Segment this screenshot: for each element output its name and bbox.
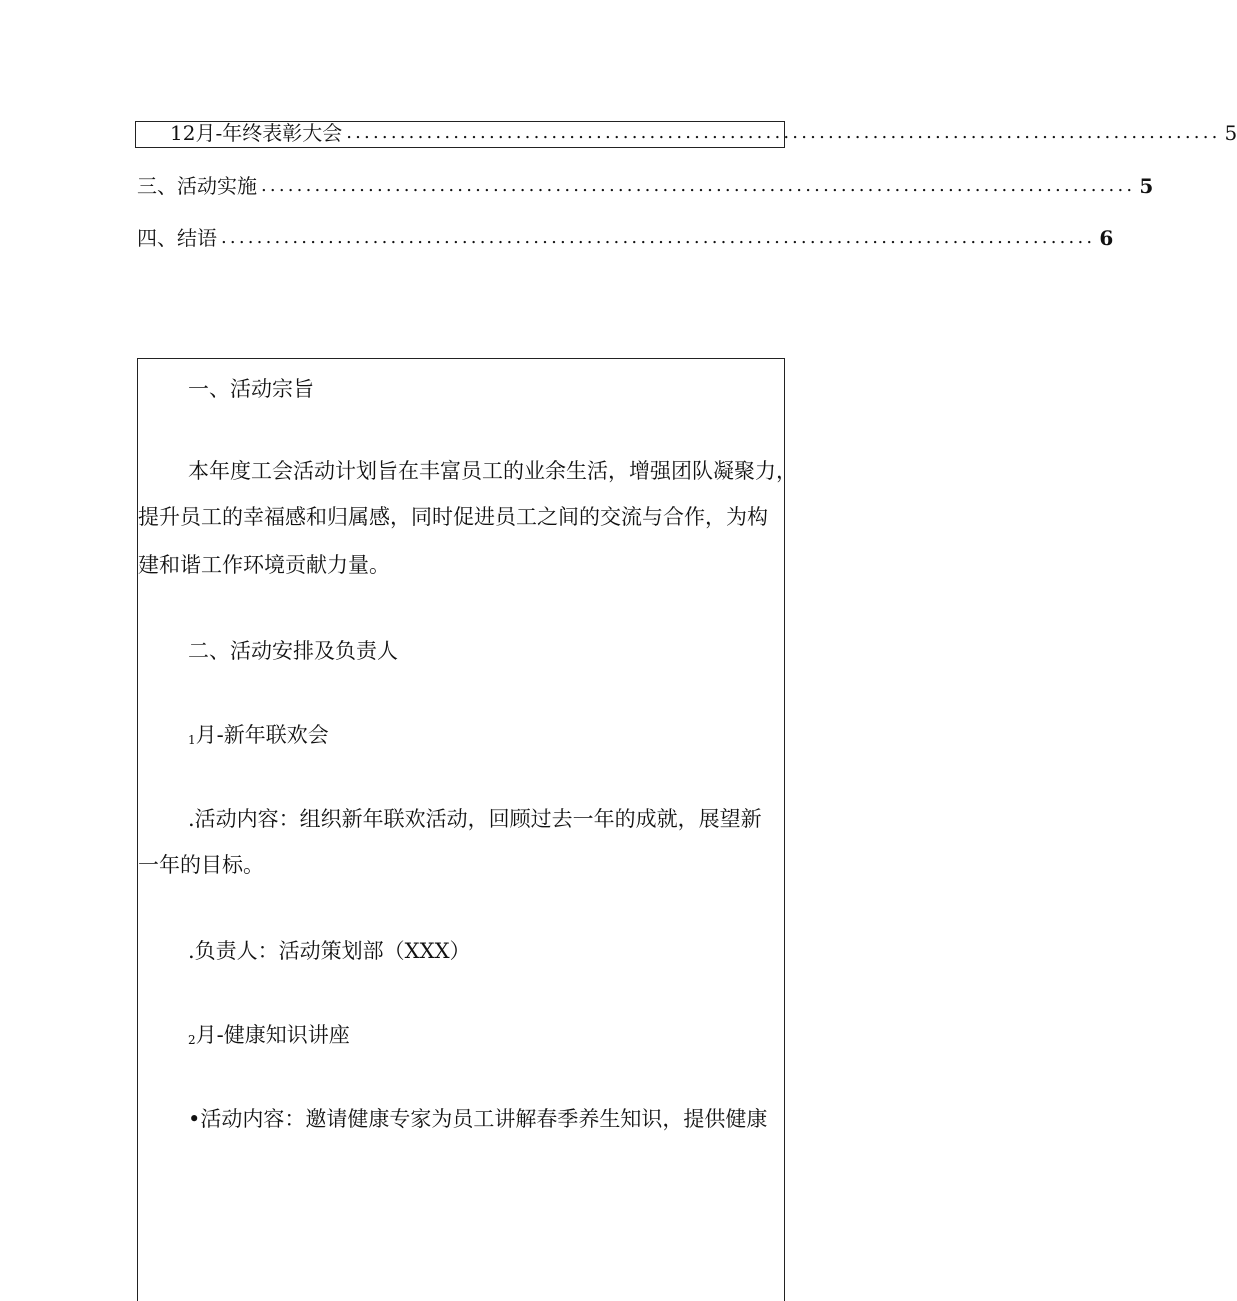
february-content-line: •活动内容：邀请健康专家为员工讲解春季养生知识，提供健康 xyxy=(188,1107,768,1131)
january-content-line: .活动内容：组织新年联欢活动，回顾过去一年的成就，展望新 xyxy=(188,807,762,831)
january-owner: .负责人：活动策划部（XXX） xyxy=(188,939,471,963)
month-title: 月-新年联欢会 xyxy=(195,723,329,747)
toc-item-page: 6 xyxy=(1099,226,1114,250)
month-number: 1 xyxy=(188,733,196,747)
toc-item-title: 三、活动实施 xyxy=(137,174,257,198)
toc-leader-dots: .................................................................................................. xyxy=(261,175,1136,196)
month-number: 2 xyxy=(188,1033,196,1047)
january-content-line: 一年的目标。 xyxy=(138,853,264,877)
section1-paragraph-line: 提升员工的幸福感和归属感，同时促进员工之间的交流与合作，为构 xyxy=(138,505,768,529)
toc-item-page: 5 xyxy=(1139,174,1154,198)
toc-leader-dots: .................................................................................................. xyxy=(346,122,1221,143)
section1-paragraph-line: 建和谐工作环境贡献力量。 xyxy=(138,553,390,577)
toc-item-conclusion[interactable] xyxy=(137,224,1114,252)
section2-heading: 二、活动安排及负责人 xyxy=(188,639,398,663)
toc-item-page: 5 xyxy=(1224,121,1237,145)
january-item-title xyxy=(138,721,784,754)
toc-item-title: 四、结语 xyxy=(137,226,217,250)
month-title: 月-健康知识讲座 xyxy=(195,1023,350,1047)
february-item-title xyxy=(138,1021,784,1054)
toc-leader-dots: .................................................................................................. xyxy=(221,227,1096,248)
section1-heading: 一、活动宗旨 xyxy=(188,377,314,401)
toc-item-december[interactable] xyxy=(135,121,1237,148)
toc-item-title: 12月-年终表彰大会 xyxy=(170,121,343,145)
section1-paragraph-line: 本年度工会活动计划旨在丰富员工的业余生活，增强团队凝聚力， xyxy=(188,459,797,483)
toc-item-implementation[interactable] xyxy=(137,172,1154,200)
content-frame xyxy=(137,358,797,1301)
